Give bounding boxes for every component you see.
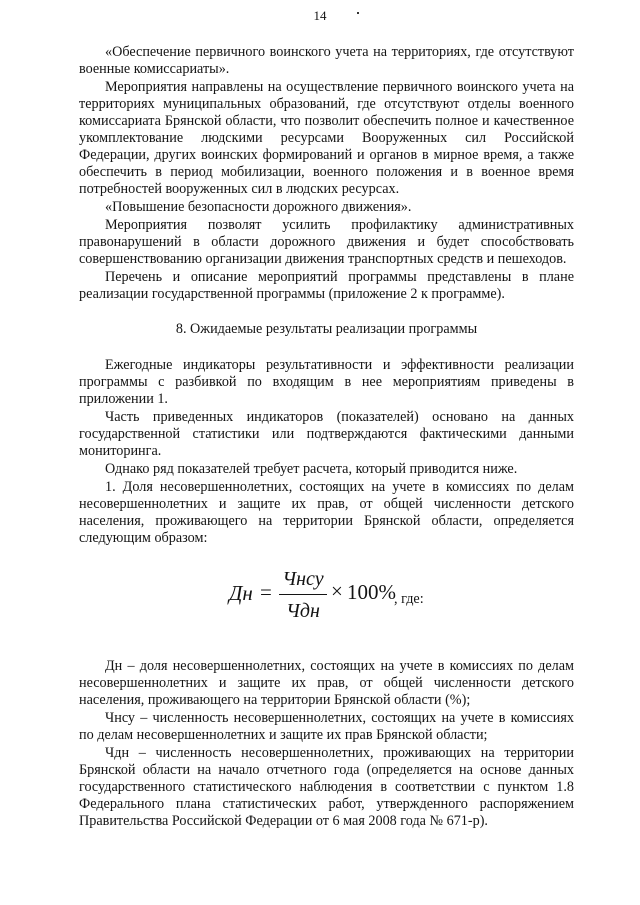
formula-equals: = [260, 580, 272, 604]
paragraph-statistics: Часть приведенных индикаторов (показателей) основано на данных государственной статистики или подтверждаются фактическими данными мониторинга. [79, 409, 574, 459]
paragraph-indicators: Ежегодные индикаторы результативности и эффективности реализации программы с разбивкой по входящим в нее мероприятиям приведены в приложении 1. [79, 357, 574, 407]
fraction-bar [279, 594, 327, 595]
definition-dn: Дн – доля несовершеннолетних, состоящих на учете в комиссиях по делам несовершеннолетних и защите их прав, от общей численности детского населения, проживающего на территории Брянской области (%); [79, 658, 574, 708]
formula-lhs: Дн [229, 581, 253, 605]
paragraph-military-registration-title: «Обеспечение первичного воинского учета на территориях, где отсутствуют военные комиссариаты». [79, 44, 574, 77]
paragraph-road-safety-title: «Повышение безопасности дорожного движения». [105, 199, 412, 215]
page-number: 14 [313, 8, 327, 23]
formula-denominator: Чдн [286, 600, 320, 622]
formula [79, 567, 574, 631]
scan-speck [357, 12, 359, 14]
paragraph-calculation: Однако ряд показателей требует расчета, который приводится ниже. [105, 461, 518, 477]
paragraph-indicator-1: 1. Доля несовершеннолетних, состоящих на учете в комиссиях по делам несовершеннолетних и защите их прав, от общей численности детского населения, проживающего на территории Брянской области, определяется следующим образом: [79, 479, 574, 546]
formula-percent: 100% [347, 580, 396, 604]
definition-chdn: Чдн – численность несовершеннолетних, проживающих на территории Брянской области на начало отчетного года (определяется на основе данных государственного статистического наблюдения в соответствии с пунктом 1.8 Федерального плана статистических работ, утвержденного распоряжением Правительства Российской Федерации от 6 мая 2008 года № 671-р). [79, 745, 574, 829]
paragraph-military-registration-body: Мероприятия направлены на осуществление первичного воинского учета на территориях муниципальных образований, где отсутствуют отделы военного комиссариата Брянской области, что позволит обеспечить полное и качественное укомплектование людскими ресурсами Вооруженных сил Российской Федерации, других воинских формирований и органов в мирное время, а также обеспечить в период мобилизации, военного положения и в военное время потребностей вооруженных сил в людских ресурсах. [79, 79, 574, 197]
definition-chnsu: Чнсу – численность несовершеннолетних, состоящих на учете в комиссиях по делам несовершеннолетних и защите их прав Брянской области; [79, 710, 574, 743]
formula-times: × [331, 579, 343, 603]
formula-suffix: , где: [394, 591, 424, 607]
formula-numerator: Чнсу [282, 568, 324, 590]
paragraph-measures-list: Перечень и описание мероприятий программы представлены в плане реализации государственной программы (приложение 2 к программе). [79, 269, 574, 302]
page-content [79, 44, 574, 831]
section-heading: 8. Ожидаемые результаты реализации программы [175, 321, 478, 337]
formula-fraction [279, 567, 327, 623]
paragraph-road-safety-body: Мероприятия позволят усилить профилактику административных правонарушений в области дорожного движения и будет способствовать совершенствованию организации движения транспортных средств и пешеходов. [79, 217, 574, 267]
